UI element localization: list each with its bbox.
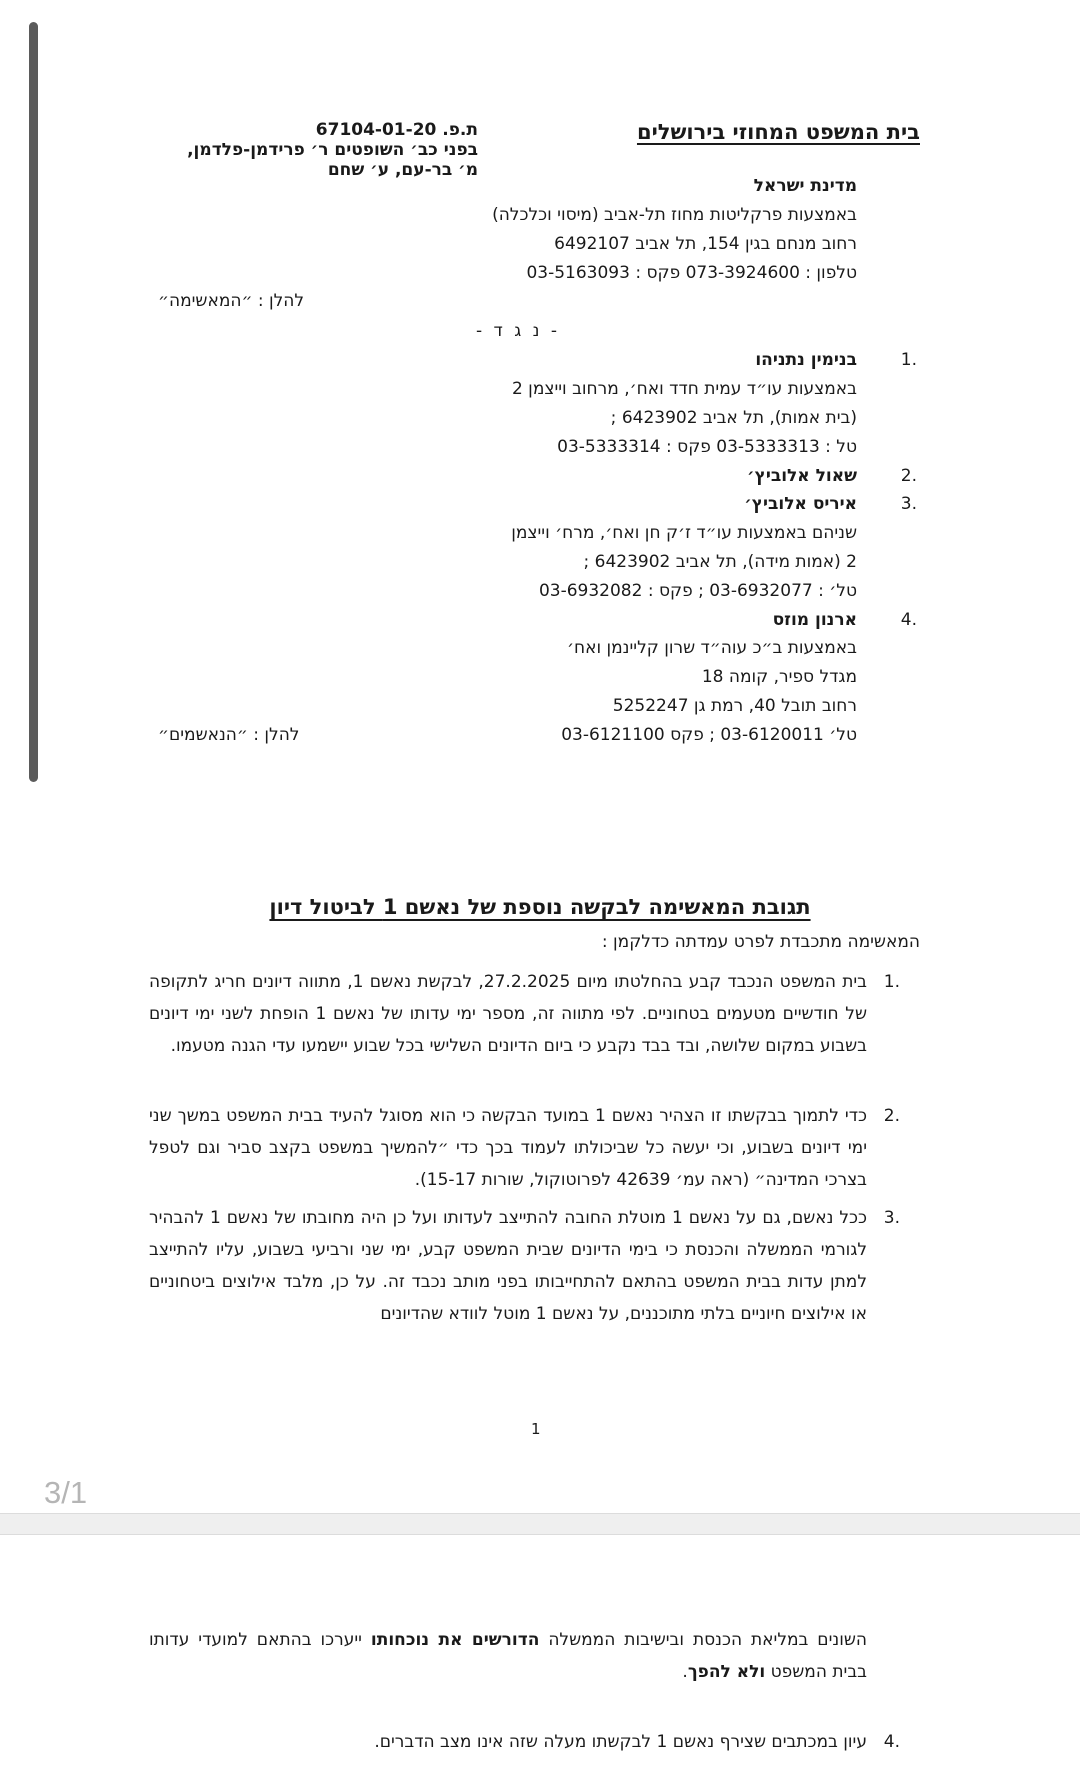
continuation-bold-2: ולא להפך: [687, 1662, 766, 1682]
defendant-4-address: רחוב תובל 40, רמת גן 5252247: [612, 696, 857, 716]
continuation-text-3: .: [682, 1662, 688, 1682]
paragraph-4-number: 4.: [883, 1732, 900, 1752]
defendant-1-via: באמצעות עו״ד עמית חדד ואח׳, מרחוב וייצמן 2: [511, 379, 857, 399]
judges-line-2: מ׳ בר-עם, ע׳ שחם: [327, 160, 478, 180]
page-separator: [0, 1513, 1080, 1535]
defendant-1-number: 1.: [900, 350, 917, 370]
paragraph-3-number: 3.: [883, 1208, 900, 1228]
defendants-2-3-address: 2 (אמות מידה), תל אביב 6423902 ;: [583, 552, 857, 572]
court-title: בית המשפט המחוזי בירושלים: [636, 120, 920, 144]
defendant-4-name: ארנון מוזס: [772, 610, 857, 630]
versus-label: - נ ג ד -: [476, 321, 560, 341]
defendants-2-3-via: שניהם באמצעות עו״ד ז׳ק חן ואח׳, מרח׳ וייצמן: [511, 523, 857, 543]
continuation-text-2: ייערכו בהתאם למועדי עדותו בבית המשפט: [149, 1630, 867, 1682]
paragraph-1-number: 1.: [883, 972, 900, 992]
defendant-1-phone: טל : 03-5333313 פקס : 03-5333314: [557, 437, 857, 457]
defendant-4-building: מגדל ספיר, קומה 18: [701, 667, 857, 687]
continuation-bold-1: הדורשים את נוכחותו: [370, 1630, 540, 1650]
paragraph-2: כדי לתמוך בבקשתו זו הצהיר נאשם 1 במועד הבקשה כי הוא מסוגל להעיד בבית המשפט במשך שני ימי דיונים בשבוע, וכי יעשה כל שביכולתו לעמוד בכך כדי ״להמשיך במשפט בקצב סביר וגם לטפל בצרכי המדינה״ (ראה עמ׳ 42639 לפרוטוקול, שורות 15-17).: [149, 1106, 867, 1190]
judges-line-1: בפני כב׳ השופטים ר׳ פרידמן-פלדמן,: [187, 140, 478, 160]
page-number: 1: [531, 1420, 541, 1438]
paragraph-3: ככל נאשם, גם על נאשם 1 מוטלת החובה להתייצב לעדותו ועל כן היה מחובתו של נאשם 1 להבהיר לגורמי הממשלה והכנסת כי בימי הדיונים שבית המשפט קבע, ימי שני ורביעי בשבוע, עליו להתייצב למתן עדות בבית המשפט בהתאם להתחייבותו בפני מותב נכבד זה. על כן, מלבד אילוצים ביטחוניים או אילוצים חיוניים בלתי מתוכננים, על נאשם 1 מוטל לוודא שהדיונים: [149, 1208, 867, 1324]
paragraph-3-continuation: [149, 1624, 867, 1688]
plaintiff-phone: טלפון : 073-3924600 פקס : 03-5163093: [526, 263, 857, 283]
paragraph-1: בית המשפט הנכבד קבע בהחלטתו מיום 27.2.2025, לבקשת נאשם 1, מתווה דיונים חריג לתקופה של חודשיים מטעמים בטחוניים. לפי מתווה זה, מספר ימי עדותו של נאשם 1 הופחת לשני ימי דיונים בשבוע במקום שלושה, ובד בבד נקבע כי ביום הדיונים השלישי בכל שבוע יישמעו עדי הגנה מטעמו.: [149, 972, 867, 1056]
plaintiff-hereinafter: להלן : ״המאשימה״: [158, 291, 305, 311]
defendant-3-number: 3.: [900, 494, 917, 514]
defendant-1-name: בנימין נתניהו: [755, 350, 857, 370]
defendant-3-name: איריס אלוביץ׳: [744, 494, 857, 514]
document-title: תגובת המאשימה לבקשה נוספת של נאשם 1 לביטול דיון: [269, 895, 811, 919]
document-page-2: [0, 1536, 1080, 1774]
case-info-block: [158, 120, 478, 180]
defendants-hereinafter: להלן : ״הנאשמים״: [158, 725, 300, 745]
paragraph-4: עיון במכתבים שצירף נאשם 1 לבקשתו מעלה שזה אינו מצב הדברים.: [374, 1732, 867, 1752]
page-indicator: 3/1: [44, 1475, 88, 1510]
case-number: ת.פ. 67104-01-20: [315, 120, 478, 140]
plaintiff-name: מדינת ישראל: [753, 176, 857, 196]
defendant-4-number: 4.: [900, 610, 917, 630]
plaintiff-address: רחוב מנחם בגין 154, תל אביב 6492107: [554, 234, 857, 254]
vertical-scrollbar[interactable]: [29, 22, 38, 782]
defendant-2-name: שאול אלוביץ׳: [747, 466, 857, 486]
intro-line: המאשימה מתכבדת לפרט עמדתה כדלקמן :: [601, 932, 920, 952]
continuation-text-1: השונים במליאת הכנסת ובישיבות הממשלה: [539, 1630, 867, 1650]
paragraph-2-number: 2.: [883, 1106, 900, 1126]
defendant-4-via: באמצעות ב״כ עוה״ד שרון קליינמן ואח׳: [566, 638, 857, 658]
defendant-4-phone: טל׳ 03-6120011 ; פקס 03-6121100: [561, 725, 857, 745]
plaintiff-via: באמצעות פרקליטות מחוז תל-אביב (מיסוי וכלכלה): [492, 205, 857, 225]
defendants-2-3-phone: טל׳ : 03-6932077 ; פקס : 03-6932082: [538, 581, 857, 601]
defendant-1-address: (בית אמות), תל אביב 6423902 ;: [610, 408, 857, 428]
defendant-2-number: 2.: [900, 466, 917, 486]
